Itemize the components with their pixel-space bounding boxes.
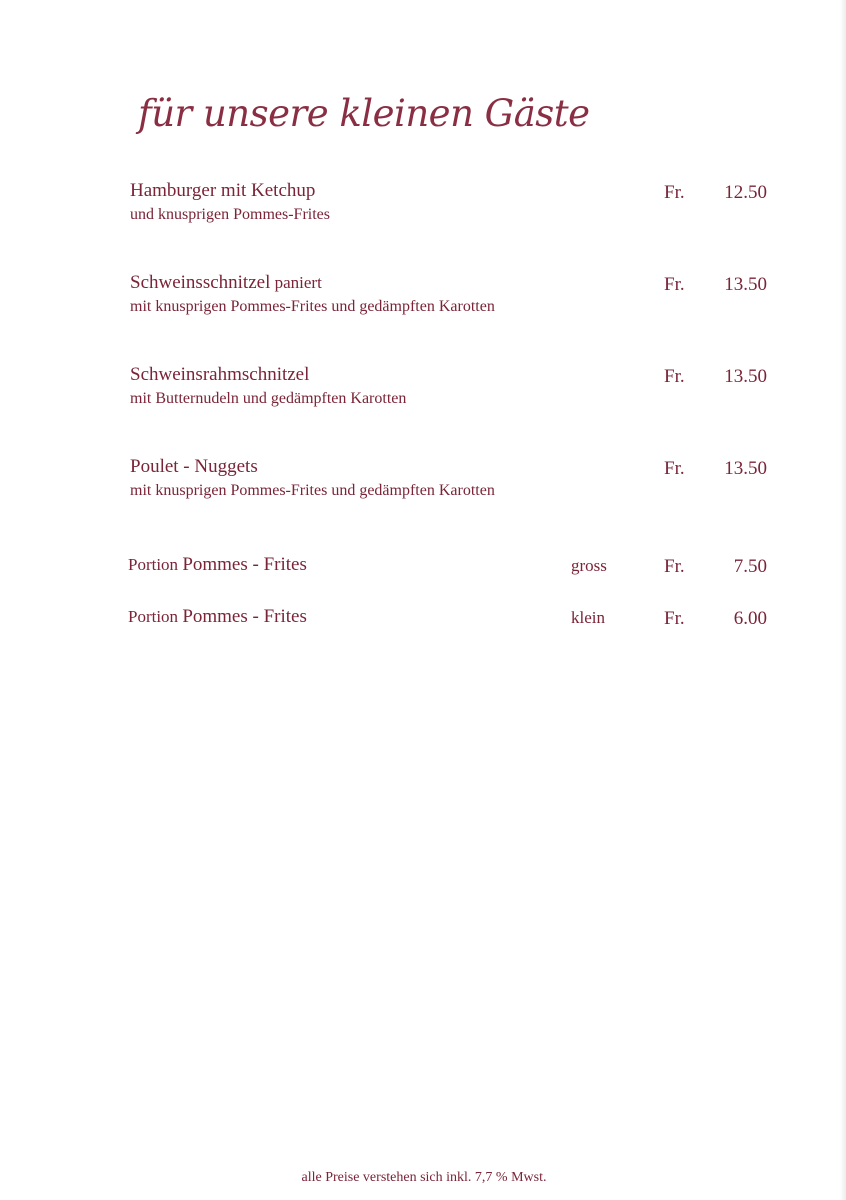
item-description: mit Butternudeln und gedämpften Karotten — [130, 390, 407, 407]
side-currency: Fr. — [664, 556, 685, 577]
item-name-suffix: paniert — [270, 273, 322, 292]
side-name — [128, 554, 307, 576]
side-portion-label: Portion — [128, 555, 183, 574]
item-name-main: Schweinsschnitzel — [130, 272, 271, 293]
item-description: mit knusprigen Pommes-Frites und gedämpften Karotten — [130, 298, 495, 315]
item-currency: Fr. — [664, 458, 685, 479]
side-size: gross — [571, 556, 607, 575]
side-price: 7.50 — [733, 556, 767, 577]
item-currency: Fr. — [664, 182, 685, 203]
item-price: 12.50 — [724, 182, 767, 203]
side-currency: Fr. — [664, 608, 685, 629]
item-price: 13.50 — [724, 274, 767, 295]
vat-footnote — [0, 1170, 846, 1186]
page-edge — [840, 0, 846, 1200]
side-size: klein — [571, 608, 605, 627]
side-name-main: Pommes - Frites — [182, 554, 307, 575]
menu-title: für unsere kleinen Gäste — [138, 92, 590, 135]
item-name-main: Hamburger mit Ketchup — [130, 180, 316, 201]
side-portion-label: Portion — [128, 607, 183, 626]
item-name — [130, 180, 315, 202]
item-name — [130, 272, 322, 294]
item-name — [130, 456, 258, 478]
vat-footnote-text: alle Preise verstehen sich inkl. 7,7 % Mwst. — [301, 1170, 547, 1185]
item-name-main: Poulet - Nuggets — [130, 456, 258, 477]
item-price: 13.50 — [724, 458, 767, 479]
side-price: 6.00 — [733, 608, 767, 629]
item-name — [130, 364, 309, 386]
item-currency: Fr. — [664, 366, 685, 387]
item-currency: Fr. — [664, 274, 685, 295]
side-name-main: Pommes - Frites — [182, 606, 307, 627]
item-name-main: Schweinsrahmschnitzel — [130, 364, 310, 385]
item-description: mit knusprigen Pommes-Frites und gedämpften Karotten — [130, 482, 495, 499]
item-price: 13.50 — [724, 366, 767, 387]
side-name — [128, 606, 307, 628]
item-description: und knusprigen Pommes-Frites — [130, 206, 330, 223]
